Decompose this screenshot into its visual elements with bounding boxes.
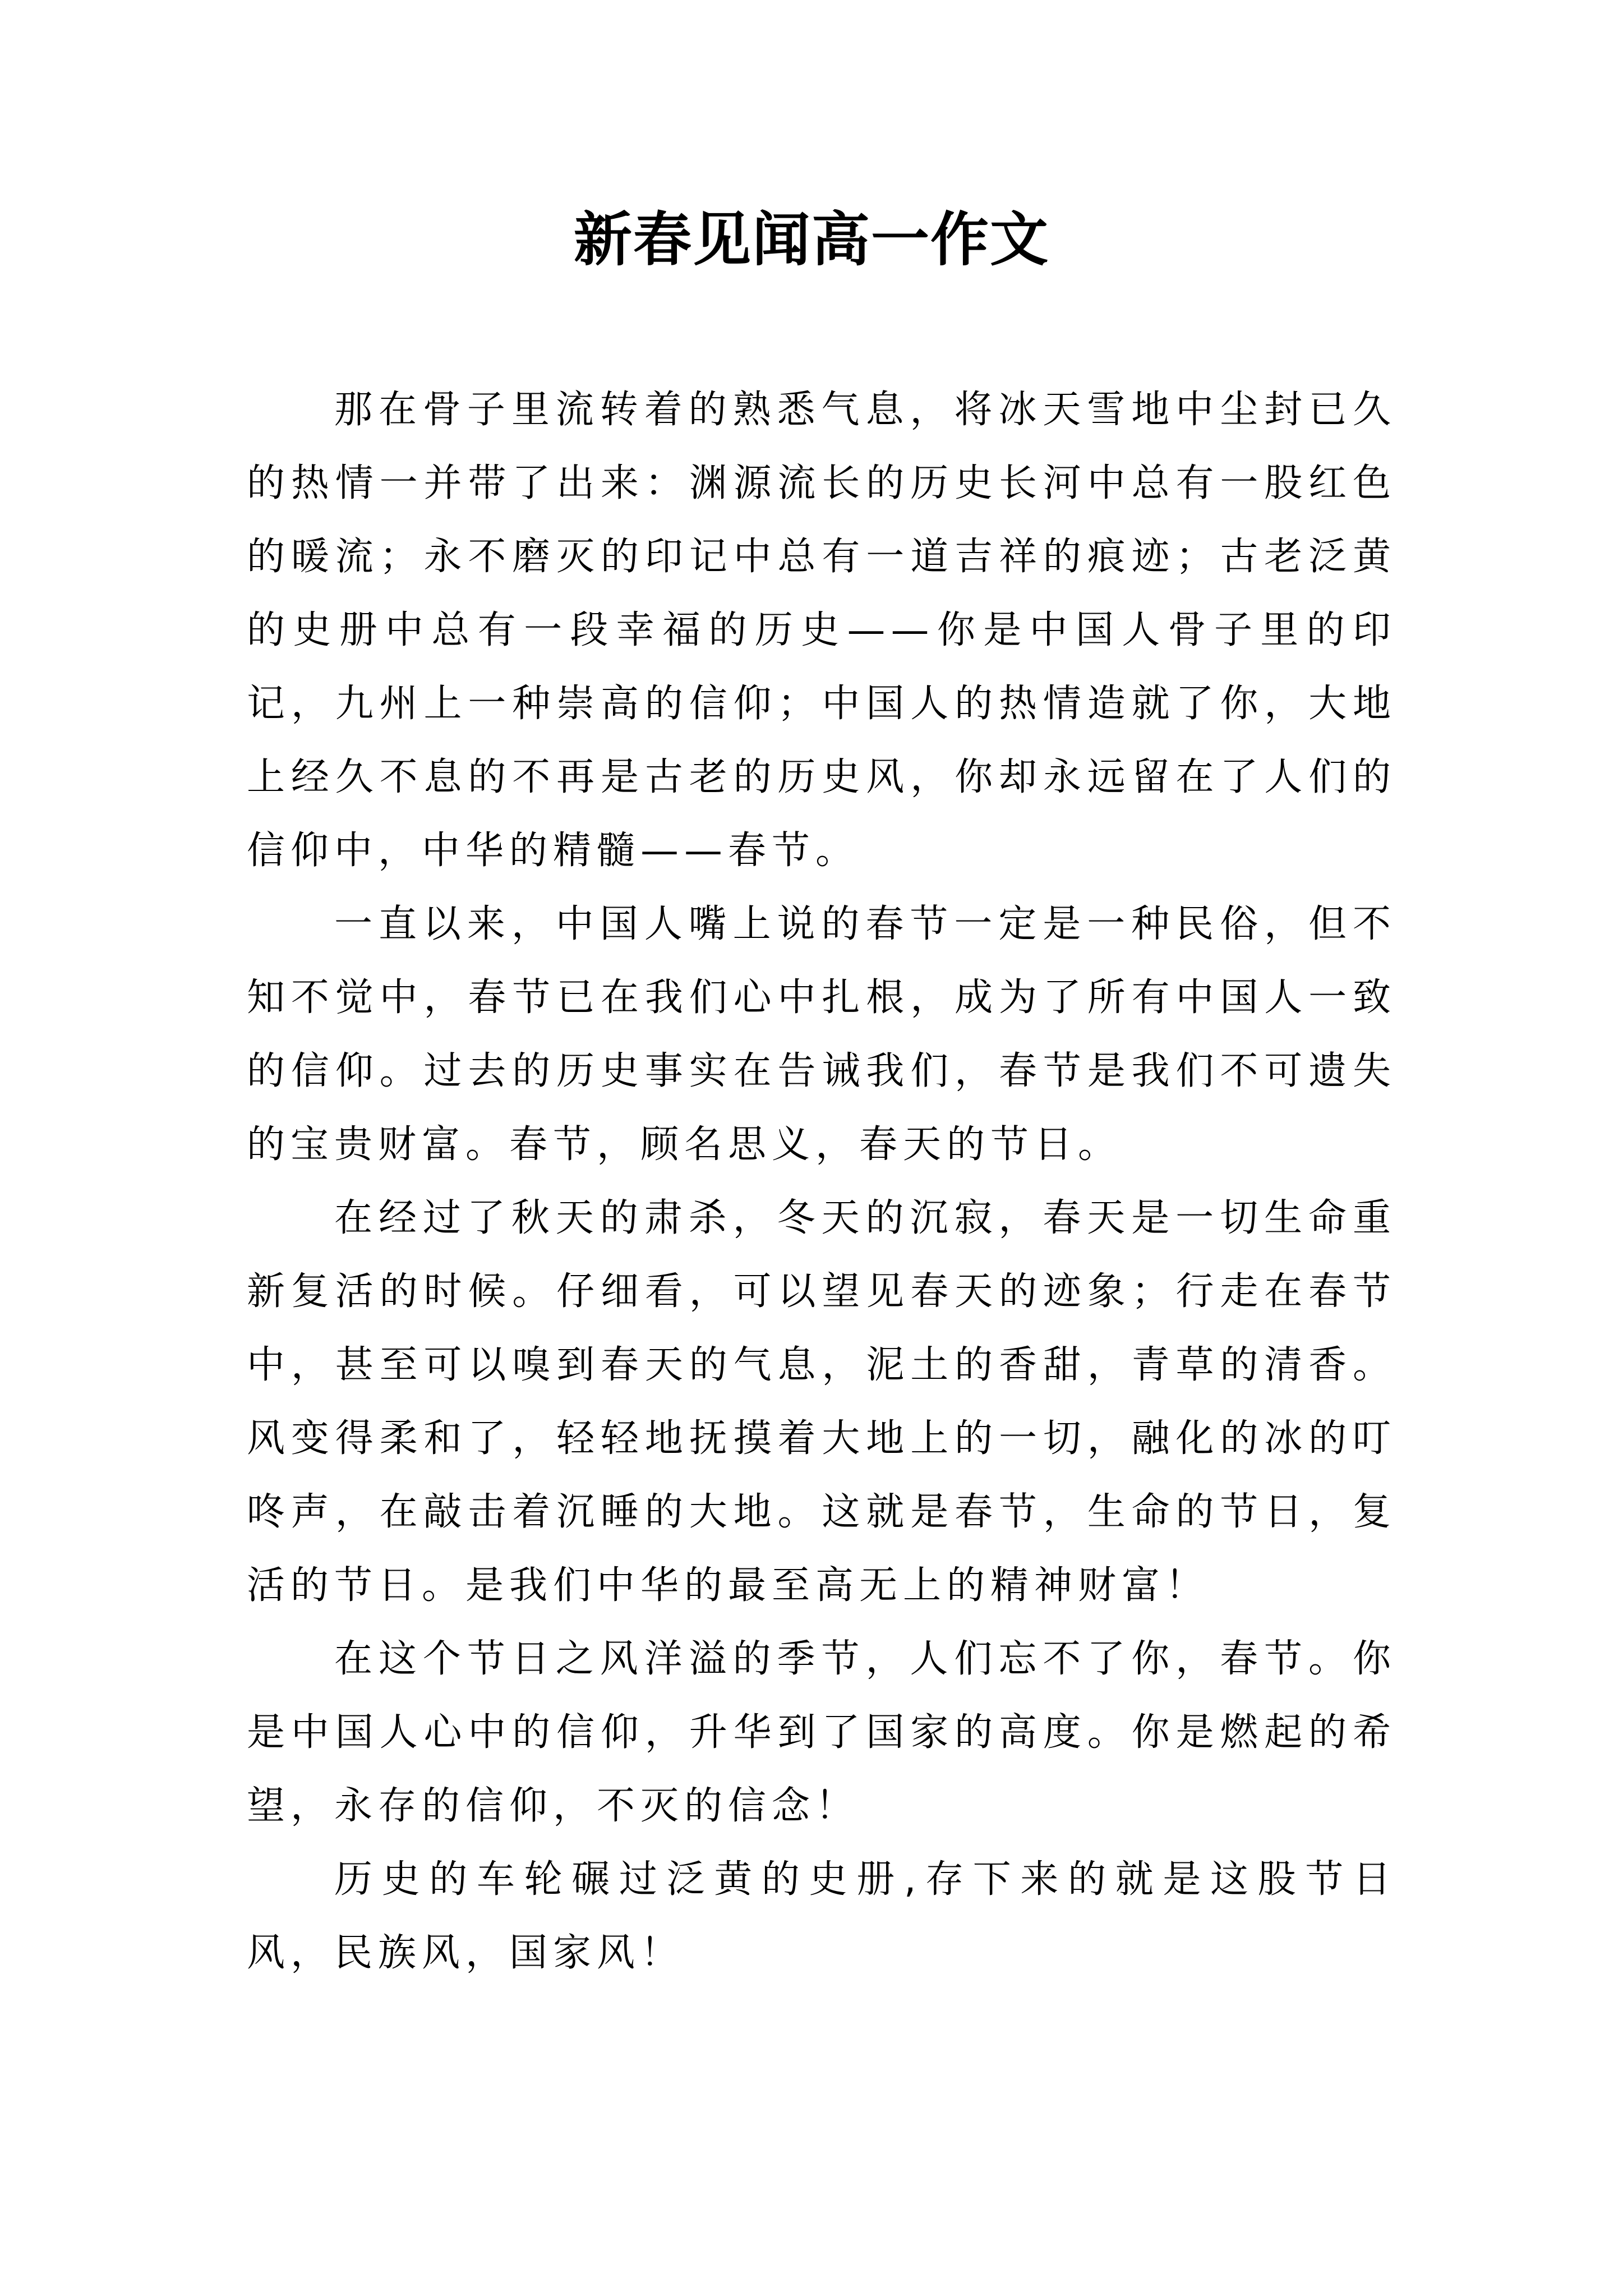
paragraph: 历史的车轮碾过泛黄的史册,存下来的就是这股节日风，民族风，国家风！ [247,1857,1396,1975]
paragraph: 在这个节日之风洋溢的季节，人们忘不了你，春节。你是中国人心中的信仰，升华到了国家的高度。你是燃起的希望，永存的信仰，不灭的信念！ [247,1637,1396,1828]
paragraph: 那在骨子里流转着的熟悉气息，将冰天雪地中尘封已久的热情一并带了出来：渊源流长的历史长河中总有一股红色的暖流；永不磨灭的印记中总有一道吉祥的痕迹；古老泛黄的史册中总有一段幸福的历史——你是中国人骨子里的印记，九州上一种崇高的信仰；中国人的热情造就了你，大地上经久不息的不再是古老的历史风，你却永远留在了人们的信仰中，中华的精髓——春节。 [247,388,1396,873]
document-body [247,373,1396,1990]
paragraph: 在经过了秋天的肃杀，冬天的沉寂，春天是一切生命重新复活的时候。仔细看，可以望见春天的迹象；行走在春节中，甚至可以嗅到春天的气息，泥土的香甜，青草的清香。风变得柔和了，轻轻地抚摸着大地上的一切，融化的冰的叮咚声，在敲击着沉睡的大地。这就是春节，生命的节日，复活的节日。是我们中华的最至高无上的精神财富！ [247,1196,1396,1608]
paragraph: 一直以来，中国人嘴上说的春节一定是一种民俗，但不知不觉中，春节已在我们心中扎根，成为了所有中国人一致的信仰。过去的历史事实在告诫我们，春节是我们不可遗失的宝贵财富。春节，顾名思义，春天的节日。 [247,902,1396,1167]
document-title: 新春见闻高一作文 [573,205,1049,274]
